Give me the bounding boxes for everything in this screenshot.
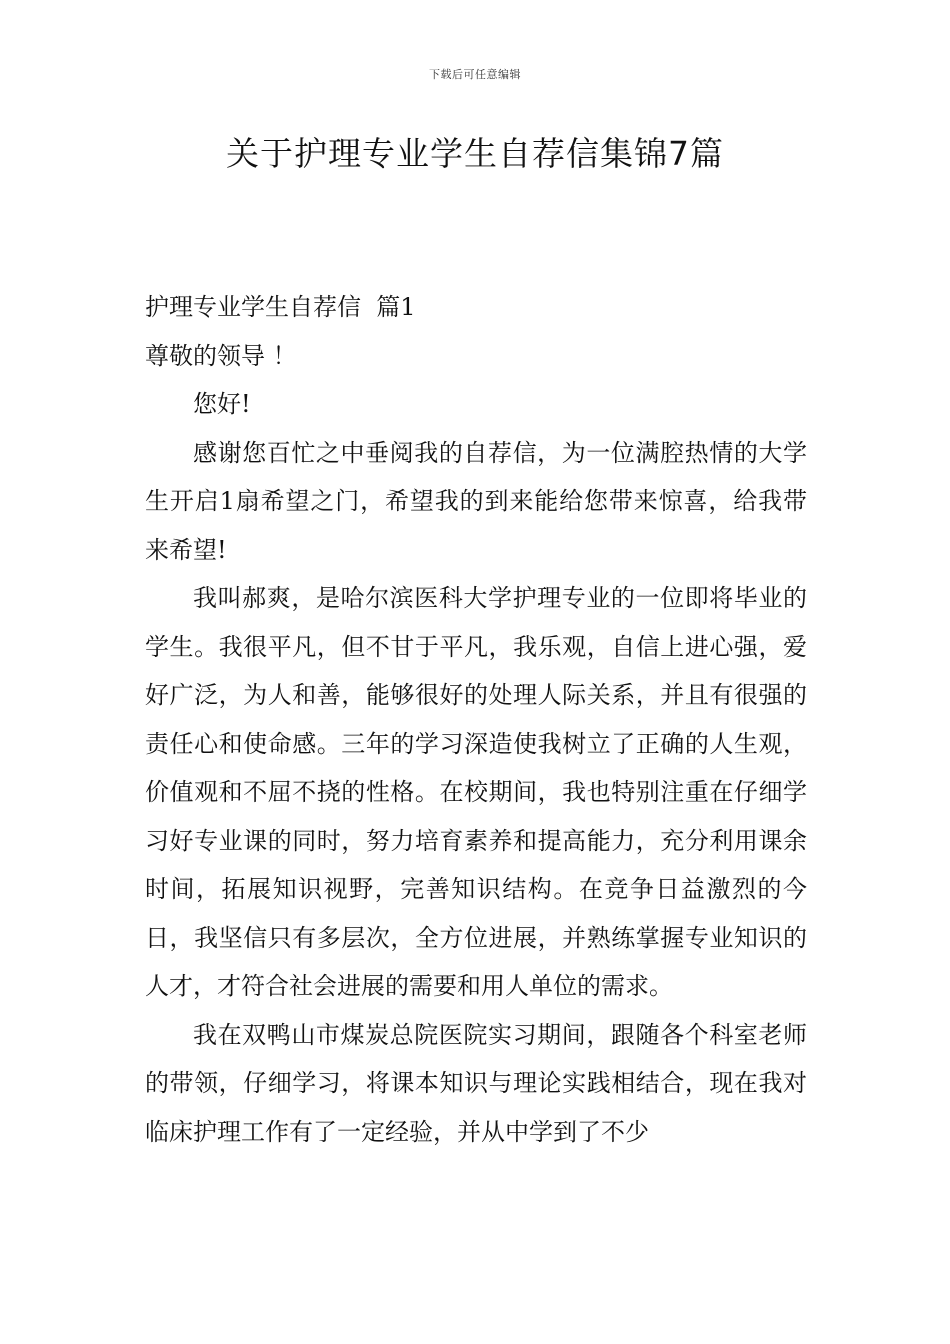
section-heading: 护理专业学生自荐信 篇1 (145, 293, 416, 321)
salutation: 尊敬的领导 ！ (145, 341, 297, 370)
paragraph: 感谢您百忙之中垂阅我的自荐信，为一位满腔热情的大学生开启1扇希望之门，希望我的到来能给您带来惊喜，给我带来希望! (145, 438, 807, 564)
header-note: 下载后可任意编辑 (429, 68, 521, 81)
document-body (145, 283, 807, 1156)
paragraph: 我在双鸭山市煤炭总院医院实习期间，跟随各个科室老师的带领，仔细学习，将课本知识与理论实践相结合，现在我对临床护理工作有了一定经验，并从中学到了不少 (145, 1020, 807, 1146)
paragraph: 我叫郝爽，是哈尔滨医科大学护理专业的一位即将毕业的学生。我很平凡，但不甘于平凡，我乐观，自信上进心强，爱好广泛，为人和善，能够很好的处理人际关系，并且有很强的责任心和使命感。三年的学习深造使我树立了正确的人生观，价值观和不屈不挠的性格。在校期间，我也特别注重在仔细学习好专业课的同时，努力培育素养和提高能力，充分利用课余时间，拓展知识视野，完善知识结构。在竞争日益激烈的今日，我坚信只有多层次，全方位进展，并熟练掌握专业知识的人才，才符合社会进展的需要和用人单位的需求。 (145, 584, 807, 1000)
document-title: 关于护理专业学生自荐信集锦7篇 (226, 134, 724, 173)
greeting: 您好! (193, 390, 251, 418)
